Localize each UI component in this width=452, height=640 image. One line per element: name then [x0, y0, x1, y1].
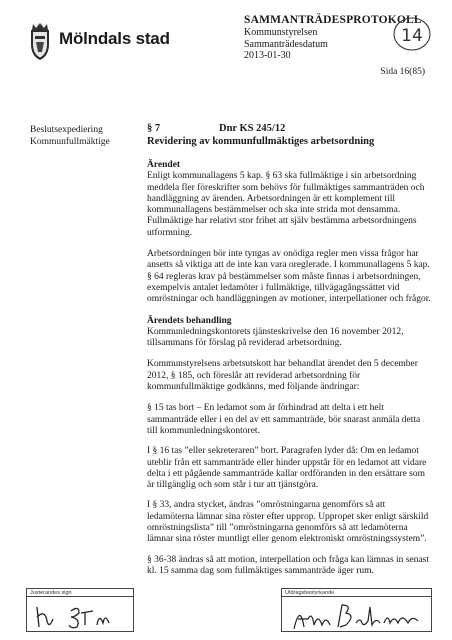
distribution-line: Beslutsexpediering	[30, 125, 103, 135]
paragraph: I § 16 tas ”eller sekreteraren” bort. Paragrafen lyder då: Om en ledamot uteblir från ett sammanträde eller hinder uppstår för en ledamot att vidare delta i ett pågående sammanträde kallar ordföranden in den ersättare som är tillgänglig och som står i tur att tjänstgöra.	[147, 446, 427, 491]
section-header	[147, 123, 437, 148]
paragraph-stamp	[390, 14, 434, 54]
certification-box	[281, 588, 432, 632]
municipality-logo	[27, 22, 177, 64]
section-body	[147, 160, 432, 587]
heading-arendet: Ärendet	[147, 160, 181, 170]
committee-name: Kommunstyrelsen	[244, 27, 318, 38]
heading-arendets-behandling: Ärendets behandling	[147, 315, 232, 326]
meeting-date: 2013-01-30	[244, 50, 291, 61]
distribution-line: Kommunfullmäktige	[30, 136, 110, 147]
adjuster-label: Justerandes sign	[30, 590, 72, 596]
adjuster-signature-box	[26, 588, 134, 632]
paragraph: Enligt kommunallagens 5 kap. § 63 ska fullmäktige i sin arbetsordning meddela fler föreskrifter som behövs för fullmäktiges sammanträden och handläggning av ärenden. Arbetsordningen är ett komplement till kommunallagens bestämmelser och ska inte strida mot densamma. Fullmäktige har relativt stor frihet att själv bestämma arbetsordningens utformning.	[147, 171, 425, 238]
logo-wordmark: Mölndals stad	[59, 29, 170, 48]
paragraph: § 36-38 ändras så att motion, interpellation och fråga kan lämnas in senast kl. 15 samma dag som fullmäktiges sammanträde äger rum.	[147, 554, 430, 576]
signature-footer	[26, 588, 432, 632]
paragraph: I § 33, andra stycket, ändras ”omröstningarna genomförs så att ledamöterna lämnar sina röster efter upprop. Uppropet sker enligt särskild omröstningslista” till ”omröstningarna genomförs så att ledamöterna lämnar sina röster muntligt eller genom elektroniskt omröstningssystem”.	[147, 500, 429, 545]
section-number: § 7	[147, 123, 161, 134]
distribution-list	[30, 125, 135, 148]
handwritten-signature-icon	[290, 599, 430, 633]
paragraph: Kommunledningskontorets tjänsteskrivelse den 16 november 2012, tillsammans för förslag på reviderad arbetsordning.	[147, 326, 404, 349]
protocol-title: SAMMANTRÄDESPROTOKOLL	[244, 14, 422, 26]
meeting-date-label: Sammanträdesdatum	[244, 38, 328, 50]
stamp-number: 14	[401, 26, 423, 46]
paragraph: § 15 tas bort – En ledamot som är förhindrad att delta i ett helt sammanträde eller i en del av ett sammanträde, bör snarast anmäla detta till kommunledningskontoret.	[147, 403, 421, 436]
handwritten-circle-icon	[390, 14, 434, 54]
section-title: Revidering av kommunfullmäktiges arbetsordning	[147, 135, 375, 147]
coat-of-arms-icon	[27, 22, 53, 62]
paragraph: Arbetsordningen bör inte tyngas av onödiga regler men vissa frågor har ansetts så viktiga att de inte kan vara oreglerade. I kommunallagens 5 kap. § 64 regleras krav på bestämmelser som måste finnas i arbetsordningen, exempelvis antalet ledamöter i fullmäktige, tillvägagångssättet vid omröstningar och handläggningen av motioner, interpellationer och frågor.	[147, 249, 431, 305]
certification-label: Utdragsbestyrkande	[285, 590, 335, 596]
diary-number: Dnr KS 245/12	[219, 123, 286, 134]
paragraph: Kommunstyrelsens arbetsutskott har behandlat ärendet den 5 december 2012, § 185, och föreslår att reviderad arbetsordning för kommunfullmäktige godkänns, med följande ändringar:	[147, 359, 418, 393]
handwritten-initials-icon	[31, 599, 131, 631]
page-number: Sida 16(85)	[380, 67, 425, 77]
